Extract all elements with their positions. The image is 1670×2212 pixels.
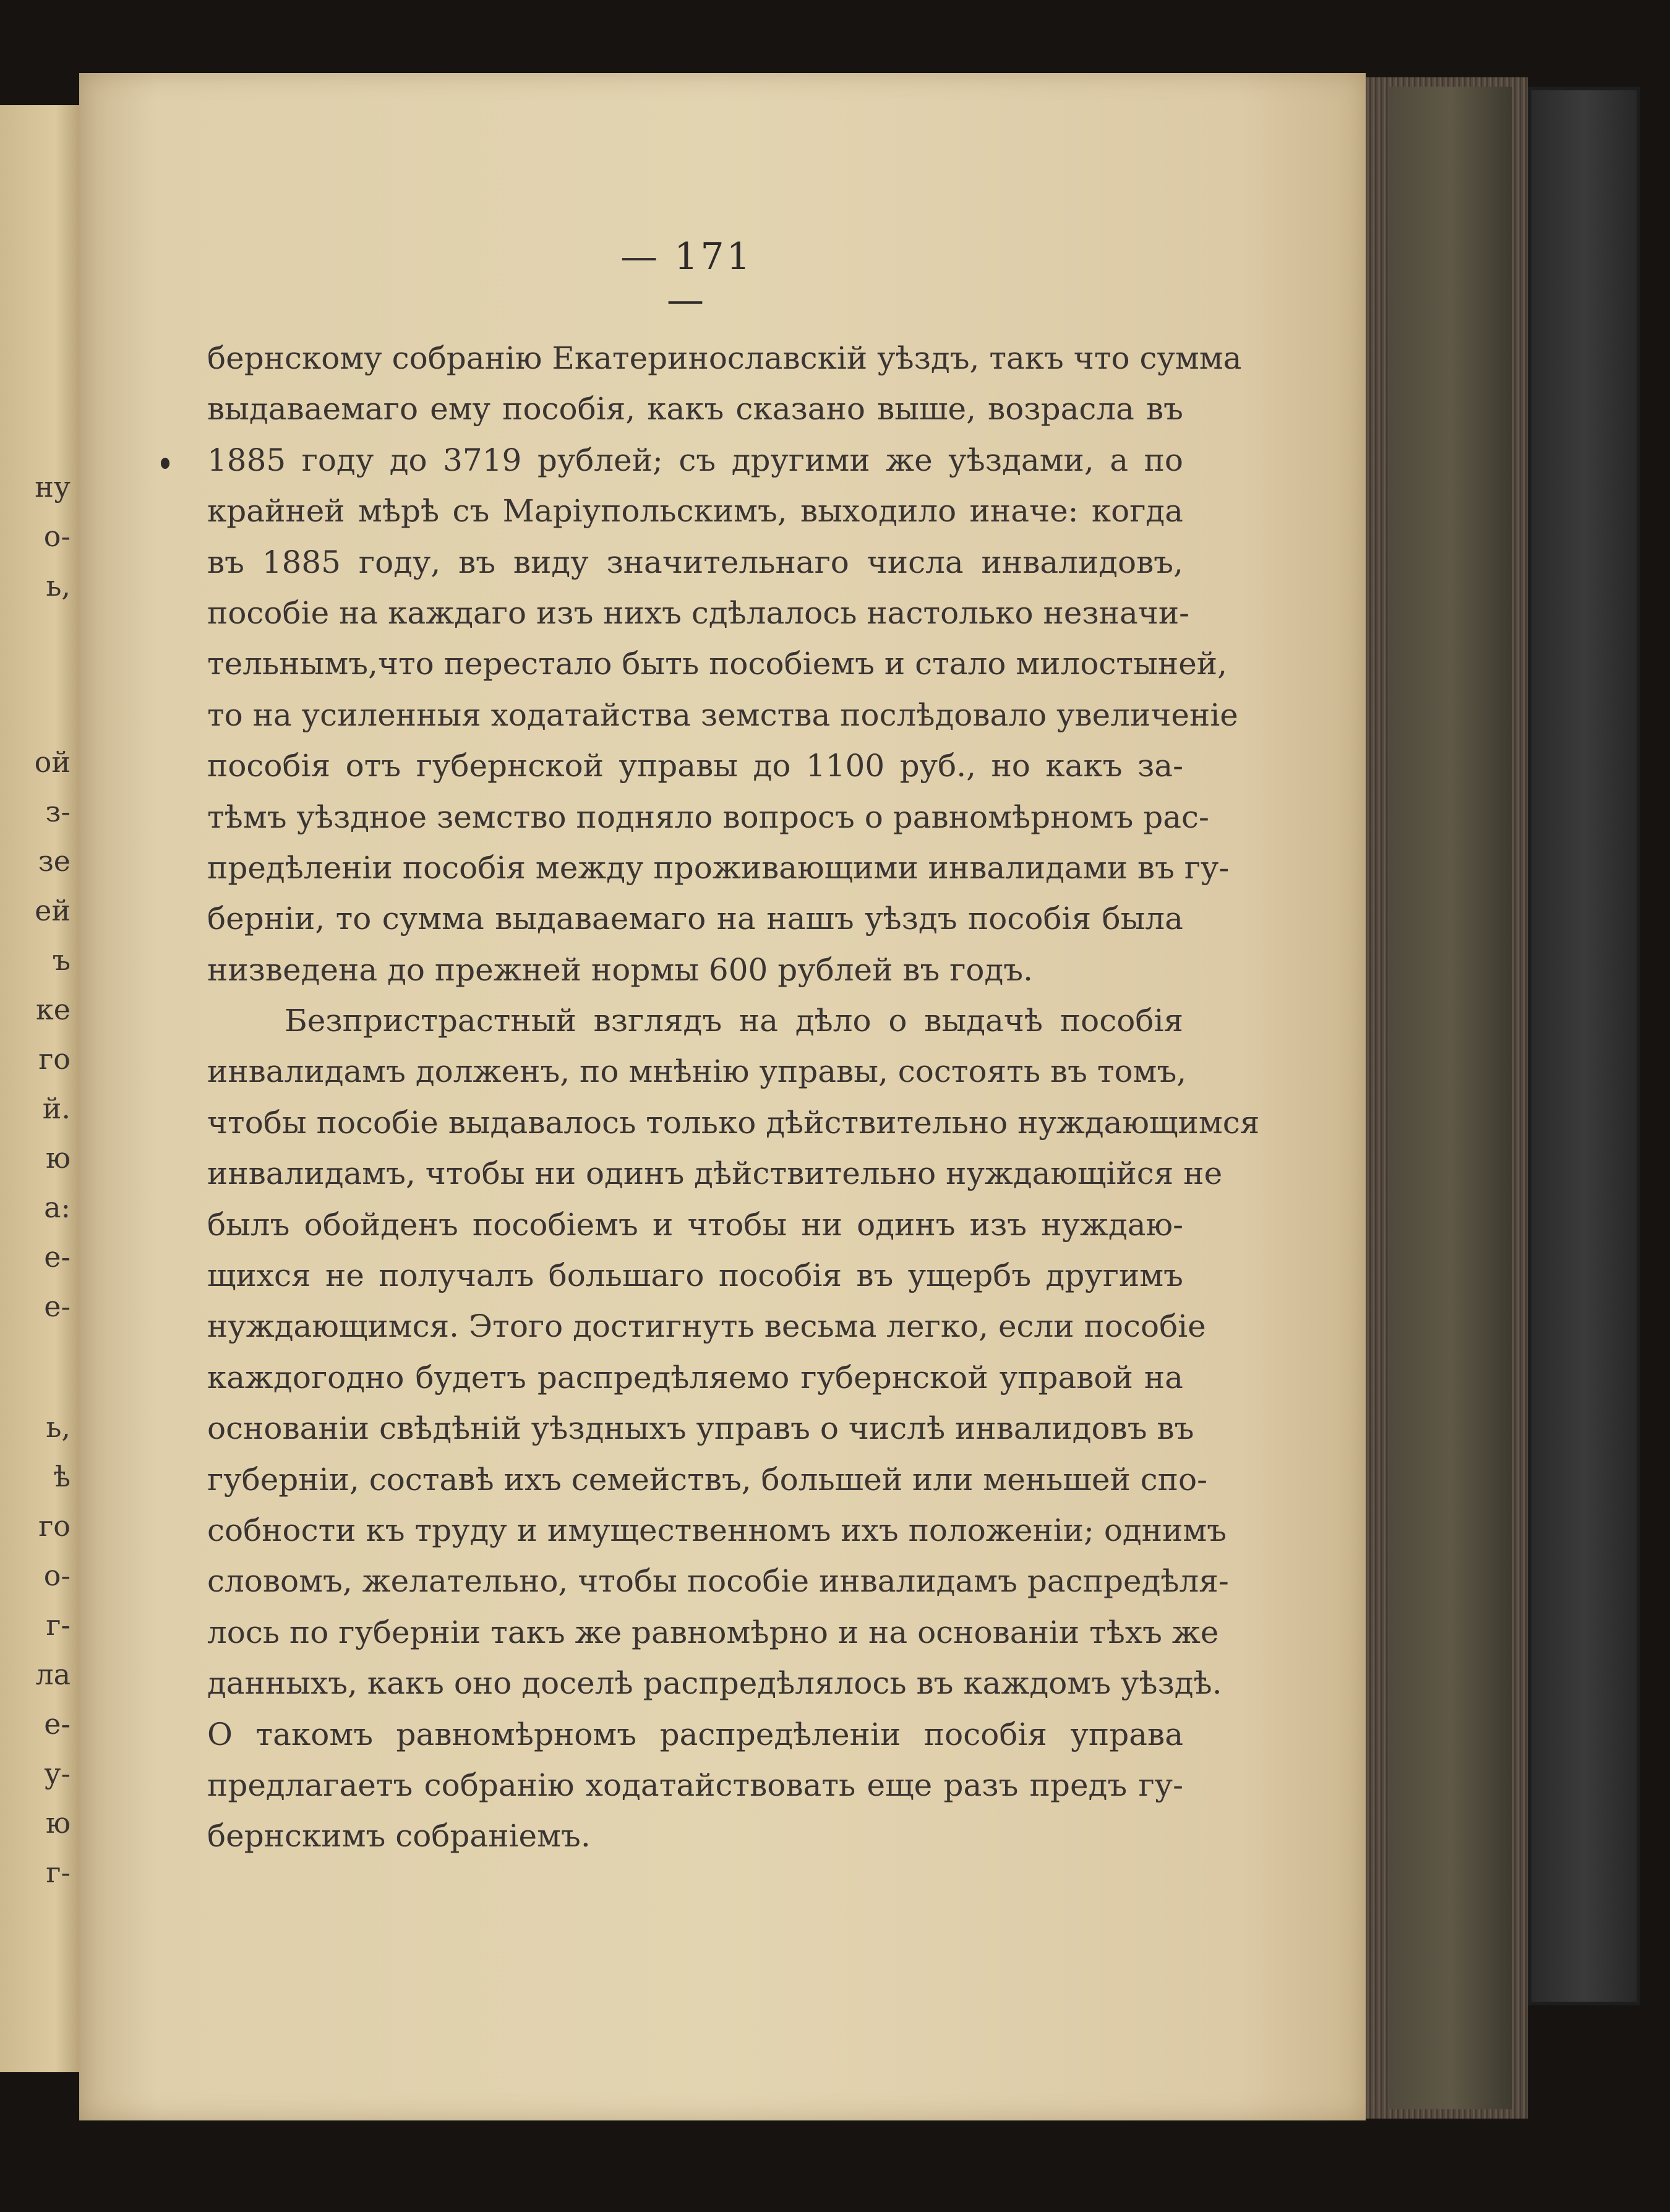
text-line: О такомъ равномѣрномъ распредѣленіи пособія управа: [207, 1716, 1183, 1752]
prev-page-line: ь,: [46, 1410, 71, 1444]
prev-page-line: е-: [44, 1707, 71, 1741]
prev-page-line: ѣ: [53, 1460, 71, 1493]
prev-page-line: й.: [42, 1092, 71, 1125]
prev-page-line: ла: [35, 1658, 71, 1691]
text-line: 1885 году до 3719 рублей; съ другими же уѣздами, а по: [207, 442, 1183, 478]
text-line: предѣленіи пособія между проживающими инвалидами въ гу-: [207, 849, 1230, 886]
text-line: основаніи свѣдѣній уѣздныхъ управъ о числѣ инвалидовъ въ: [207, 1410, 1194, 1447]
ink-dot: [161, 458, 169, 469]
prev-page-line: о-: [43, 1559, 71, 1592]
page-number: — 171 —: [620, 235, 753, 322]
text-line: инвалидамъ, чтобы ни одинъ дѣйствительно нуждающійся не: [207, 1155, 1223, 1192]
prev-page-line: г-: [46, 1608, 71, 1642]
prev-page-line: о-: [43, 520, 71, 553]
text-line: чтобы пособіе выдавалось только дѣйствительно нуждающимся: [207, 1104, 1260, 1141]
text-line: бернскимъ собраніемъ.: [207, 1818, 591, 1854]
text-line: словомъ, желательно, чтобы пособіе инвалидамъ распредѣля-: [207, 1563, 1229, 1600]
text-line: въ 1885 году, въ виду значительнаго числа инвалидовъ,: [207, 544, 1183, 580]
text-line: Безпристрастный взглядъ на дѣло о выдачѣ пособія: [285, 1003, 1183, 1039]
text-line: бернскому собранію Екатеринославскій уѣздъ, такъ что сумма: [207, 340, 1242, 376]
prev-page-line: г-: [46, 1856, 71, 1889]
text-line: собности къ труду и имущественномъ ихъ положеніи; однимъ: [207, 1512, 1227, 1548]
text-line: каждогодно будетъ распредѣляемо губернской управой на: [207, 1359, 1183, 1395]
prev-page-line: ю: [45, 1141, 71, 1175]
prev-page-line: ну: [35, 470, 71, 504]
text-line: былъ обойденъ пособіемъ и чтобы ни одинъ изъ нуждаю-: [207, 1206, 1183, 1243]
book-cover: [1528, 87, 1640, 2005]
text-line: инвалидамъ долженъ, по мнѣнію управы, состоять въ томъ,: [207, 1053, 1187, 1090]
prev-page-line: з-: [45, 795, 71, 828]
text-line: берніи, то сумма выдаваемаго на нашъ уѣздъ пособія была: [207, 901, 1183, 937]
text-line: лось по губерніи такъ же равномѣрно и на основаніи тѣхъ же: [207, 1614, 1219, 1650]
prev-page-line: у-: [44, 1757, 71, 1790]
prev-page-line: ке: [36, 993, 71, 1026]
prev-page-line: ой: [34, 745, 71, 779]
text-line: предлагаетъ собранію ходатайствовать еще разъ предъ гу-: [207, 1767, 1183, 1803]
prev-page-line: го: [38, 1042, 71, 1076]
text-line: пособіе на каждаго изъ нихъ сдѣлалось настолько незначи-: [207, 594, 1190, 631]
prev-page-line: е-: [44, 1290, 71, 1323]
prev-page-line: го: [38, 1509, 71, 1543]
prev-page-line: е-: [44, 1240, 71, 1274]
text-line: тельнымъ,что перестало быть пособіемъ и стало милостыней,: [207, 646, 1228, 682]
text-line: выдаваемаго ему пособія, какъ сказано выше, возрасла въ: [207, 391, 1183, 427]
text-line: нуждающимся. Этого достигнуть весьма легко, если пособіе: [207, 1308, 1206, 1345]
text-line: крайней мѣрѣ съ Маріупольскимъ, выходило иначе: когда: [207, 493, 1183, 529]
prev-page-line: а:: [44, 1191, 71, 1224]
text-line: то на усиленныя ходатайства земства послѣдовало увеличеніе: [207, 697, 1238, 733]
prev-page-line: ъ: [52, 943, 71, 977]
prev-page-line: ю: [45, 1806, 71, 1840]
text-line: пособія отъ губернской управы до 1100 руб., но какъ за-: [207, 748, 1183, 784]
text-line: щихся не получалъ большаго пособія въ ущербъ другимъ: [207, 1258, 1183, 1294]
text-line: губерніи, составѣ ихъ семействъ, большей или меньшей спо-: [207, 1461, 1207, 1498]
text-line: тѣмъ уѣздное земство подняло вопросъ о равномѣрномъ рас-: [207, 799, 1209, 835]
page-text: [207, 333, 1260, 1862]
prev-page-line: ь,: [46, 569, 71, 602]
previous-page-edge: [0, 105, 79, 2072]
text-line: данныхъ, какъ оно доселѣ распредѣлялось въ каждомъ уѣздѣ.: [207, 1665, 1222, 1702]
book-page-block-inner: [1389, 87, 1512, 2109]
prev-page-line: ей: [35, 894, 71, 927]
text-line: низведена до прежней нормы 600 рублей въ годъ.: [207, 951, 1033, 988]
prev-page-line: зе: [38, 844, 71, 878]
